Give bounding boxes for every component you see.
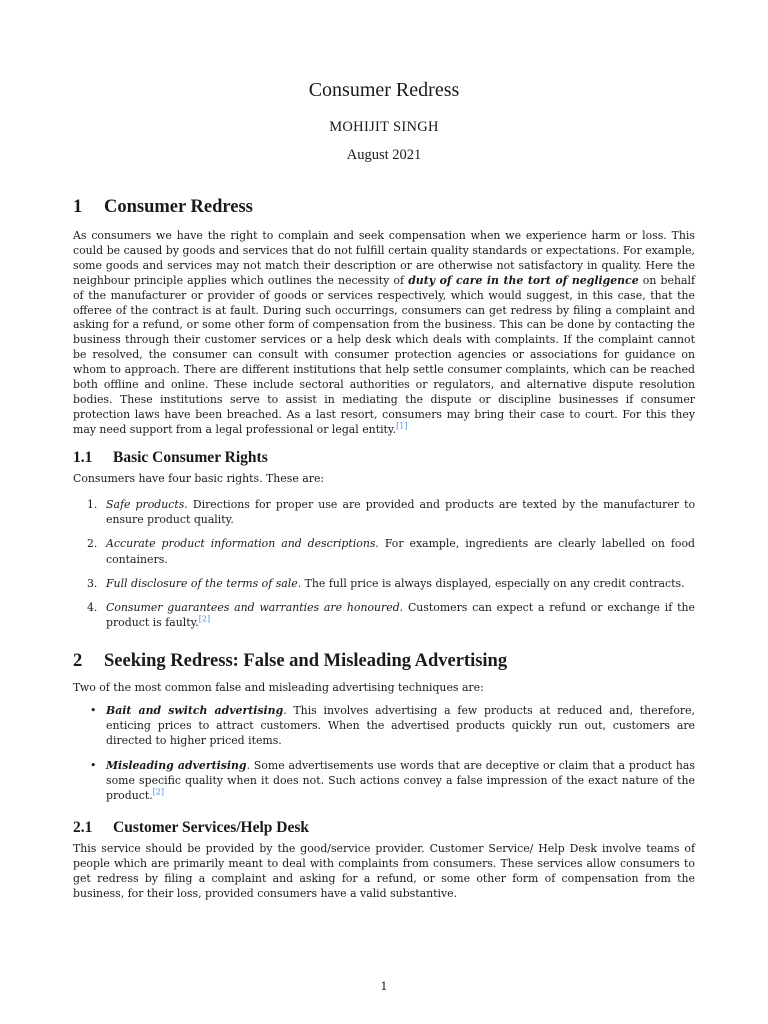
subsection-title: Customer Services/Help Desk [113, 819, 310, 836]
subsection-heading-2-1 [73, 818, 309, 837]
section-number: 1 [73, 197, 83, 217]
section-title: Consumer Redress [104, 197, 253, 217]
list-marker: 4. [87, 601, 98, 615]
item-text: For example, ingredients are clearly labelled on food containers. [106, 537, 695, 566]
page-number: 1 [380, 980, 388, 993]
item-lead: Misleading advertising [106, 758, 247, 772]
list-item [73, 536, 695, 566]
paragraph-text: on behalf of the manufacturer or provider of goods or services respectively, which would suggest, in this case, that the offeree of the contract is at fault. During such occurrings, consumers can get redress by filing a complaint and asking for a refund, or some other form of compensation from the business. This can be done by contacting the business through their customer services or a help desk which deals with complaints. If the complaint cannot be resolved, the consumer can consult with consumer protection agencies or associations for guidance on whom to approach. There are different institutions that help settle consumer complaints, which can be reached both offline and online. These include sectoral authorities or regulators, and alternative dispute resolution bodies. These institutions serve to assist in mediating the dispute or discipline businesses if consumer protection laws have been breached. As a last resort, consumers may bring their case to court. For this they may need support from a legal professional or legal entity. [73, 273, 695, 436]
subsection-heading-1-1 [73, 448, 268, 467]
list-marker: 2. [87, 537, 98, 551]
item-lead: Full disclosure of the terms of sale. [106, 576, 302, 590]
item-lead: Bait and switch advertising [106, 704, 284, 717]
rights-list [73, 497, 695, 630]
document-author: MOHIJIT SINGH [329, 119, 439, 135]
item-text: . Some advertisements use words that are deceptive or claim that a product has some specific quality when it does not. Such actions convey a false impression of the exact nature of the product. [106, 758, 695, 803]
list-marker: 3. [87, 576, 98, 590]
emphasis-text: duty of care in the tort of negligence [408, 273, 639, 287]
list-item [73, 497, 695, 527]
item-text: Customers can expect a refund or exchange if the product is faulty. [106, 601, 695, 630]
paragraph-text: As consumers we have the right to complain and seek compensation when we experience harm or loss. This could be caused by goods and services that do not fulfill certain quality standards or expectations. For example, some goods and services may not match their description or are otherwise not satisfactory in quality. Here the neighbour principle applies which outlines the necessity of [73, 229, 695, 287]
section-heading-1 [73, 196, 253, 218]
list-item [73, 758, 695, 804]
item-text: The full price is always displayed, especially on any credit contracts. [301, 576, 685, 590]
subsection-number: 2.1 [73, 819, 93, 836]
citation-link[interactable]: [2] [152, 787, 165, 797]
item-lead: Safe products. [106, 498, 188, 511]
section-heading-2 [73, 650, 507, 672]
item-lead: Accurate product information and descriptions. [106, 537, 379, 551]
citation-link[interactable]: [2] [198, 614, 211, 624]
document-page [73, 0, 695, 1024]
subsection-2-1-paragraph: This service should be provided by the good/service provider. Customer Service/ Help Desk involve teams of people which are primarily meant to deal with complaints from consumers. These services allow consumers to get redress by filing a complaint and asking for a refund, or some other form of compensation from the business, for their loss, provided consumers have a valid substantive. [73, 842, 695, 900]
item-text: Directions for proper use are provided and products are texted by the manufacturer to ensure product quality. [106, 498, 696, 527]
advertising-techniques-list [73, 703, 695, 803]
section-1-paragraph [73, 229, 695, 438]
list-item [73, 600, 695, 630]
citation-link[interactable]: [1] [396, 421, 408, 431]
list-marker: 1. [87, 498, 98, 511]
section-2-intro: Two of the most common false and misleading advertising techniques are: [73, 681, 484, 694]
bullet-marker: • [90, 704, 97, 717]
item-lead: Consumer guarantees and warranties are honoured. [106, 601, 404, 615]
section-number: 2 [73, 651, 83, 671]
section-title: Seeking Redress: False and Misleading Advertising [104, 651, 508, 671]
item-text: . This involves advertising a few products at reduced and, therefore, enticing prices to attract customers. When the advertised products quickly run out, customers are directed to higher priced items. [106, 704, 695, 748]
bullet-marker: • [90, 758, 97, 772]
document-date: August 2021 [346, 147, 422, 163]
list-item [73, 703, 695, 749]
subsection-title: Basic Consumer Rights [113, 449, 268, 466]
list-item [73, 576, 695, 591]
subsection-number: 1.1 [73, 449, 93, 466]
document-title: Consumer Redress [308, 79, 460, 101]
subsection-1-1-intro: Consumers have four basic rights. These are: [73, 472, 325, 485]
